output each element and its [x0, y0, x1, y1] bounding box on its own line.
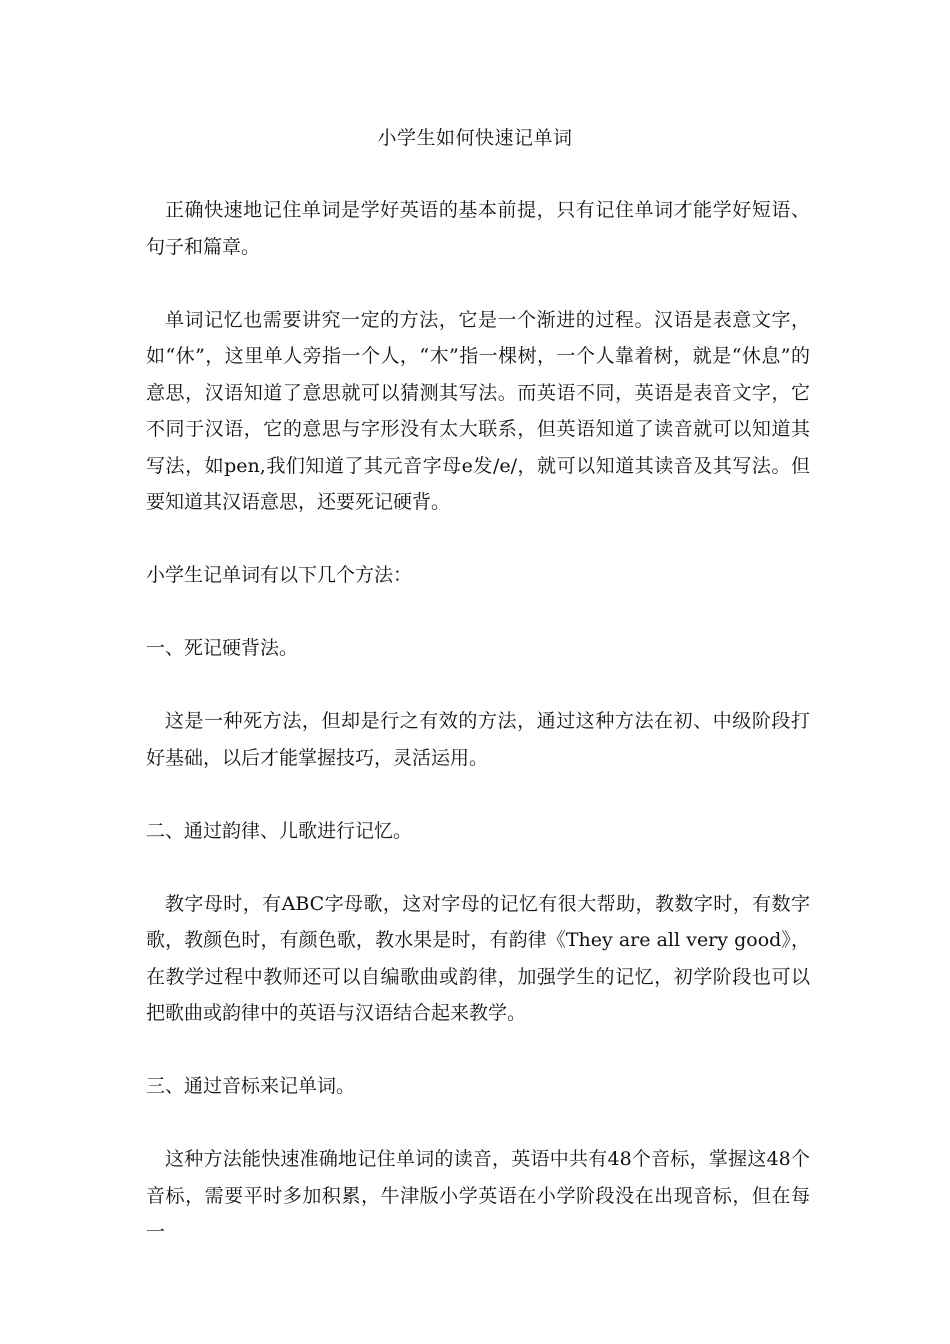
paragraph-section-1: 这是一种死方法，但却是行之有效的方法，通过这种方法在初、中级阶段打好基础，以后才能掌握技巧，灵活运用。 — [146, 710, 810, 769]
paragraph-section-3: 这种方法能快速准确地记住单词的读音，英语中共有48个音标，掌握这48个音标，需要平时多加积累，牛津版小学英语在小学阶段没在出现音标，但在每一 — [146, 1148, 810, 1243]
paragraph-intro: 正确快速地记住单词是学好英语的基本前提，只有记住单词才能学好短语、句子和篇章。 — [146, 199, 810, 258]
section-heading-3: 三、通过音标来记单词。 — [146, 1075, 356, 1097]
section-heading-2: 二、通过韵律、儿歌进行记忆。 — [146, 819, 413, 842]
paragraph-method-explanation: 单词记忆也需要讲究一定的方法，它是一个渐进的过程。汉语是表意文字，如“休”，这里单人旁指一个人，“木”指一棵树，一个人靠着树，就是“休息”的意思，汉语知道了意思就可以猜测其写法。而英语不同，英语是表音文字，它不同于汉语，它的意思与字形没有太大联系，但英语知道了读音就可以知道其写法，如pen,我们知道了其元音字母e发/e/，就可以知道其读音及其写法。但要知道其汉语意思，还要死记硬背。 — [146, 308, 810, 513]
section-heading-1: 一、死记硬背法。 — [146, 637, 299, 659]
paragraph-section-2: 教字母时，有ABC字母歌，这对字母的记忆有很大帮助，教数字时，有数字歌，教颜色时，有颜色歌，教水果是时，有韵律《They are all very good》，在教学过程中教师还可以自编歌曲或韵律，加强学生的记忆，初学阶段也可以把歌曲或韵律中的英语与汉语结合起来教学。 — [146, 892, 810, 1024]
document-title: 小学生如何快速记单词 — [377, 127, 573, 149]
document-body — [146, 192, 810, 1287]
methods-intro-line: 小学生记单词有以下几个方法： — [146, 564, 413, 586]
